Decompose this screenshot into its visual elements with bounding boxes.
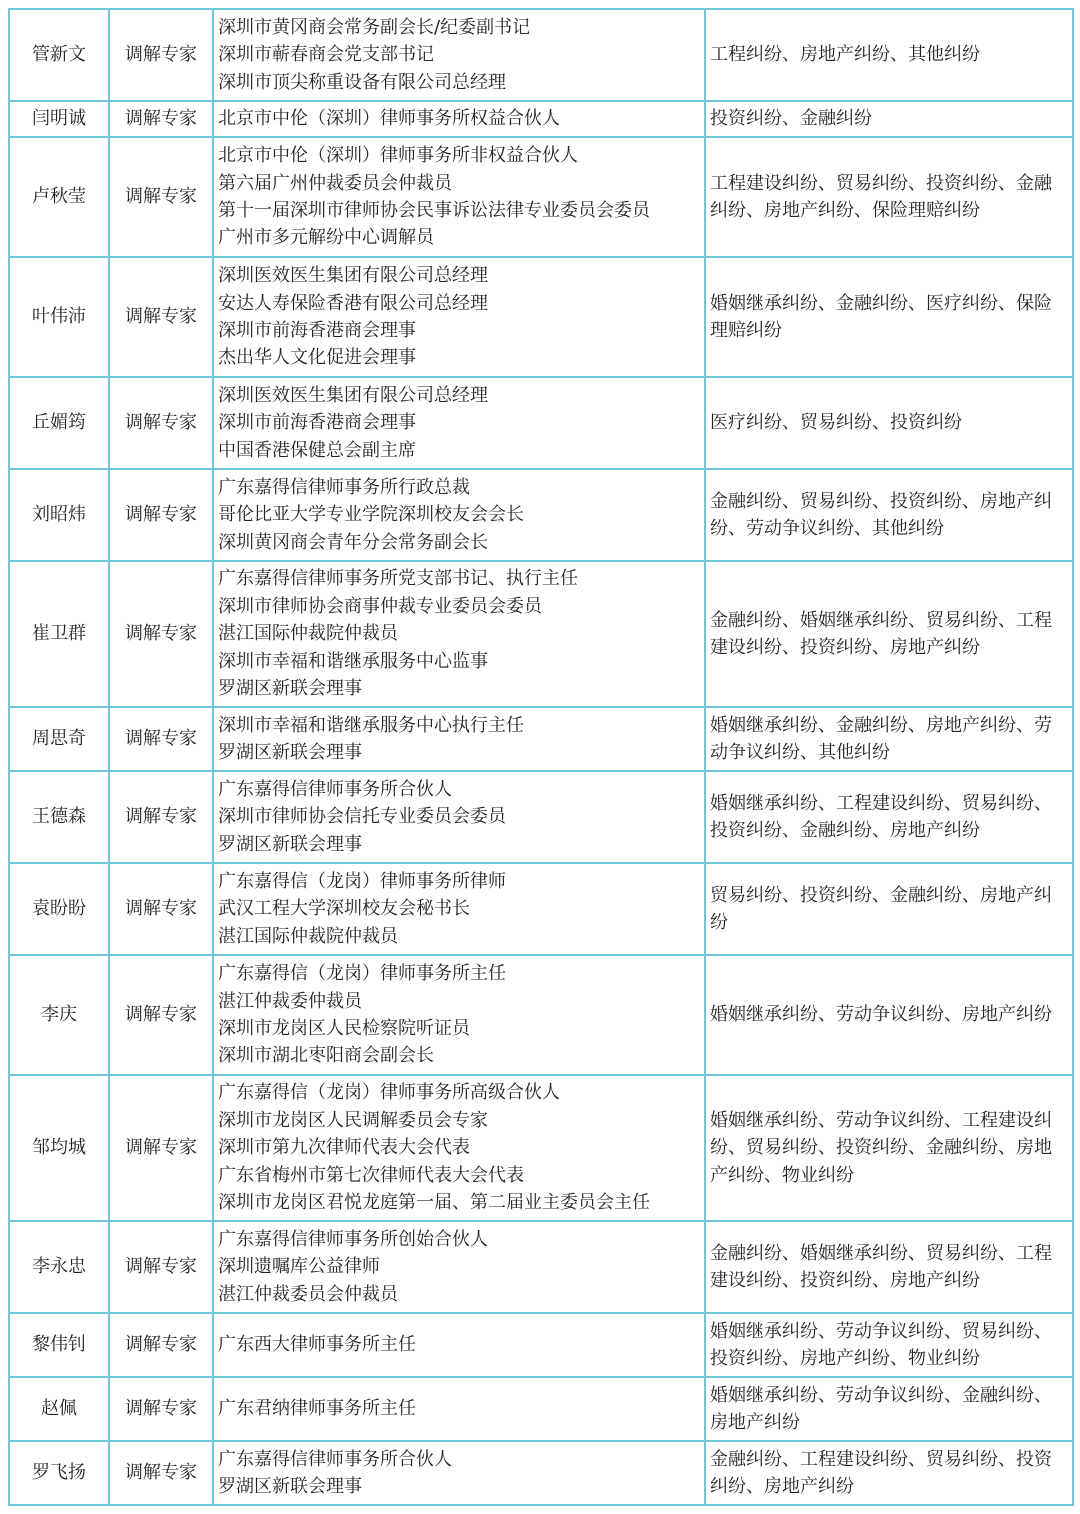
mediator-dispute-areas: 金融纠纷、工程建设纠纷、贸易纠纷、投资纠纷、房地产纠纷 — [705, 1441, 1073, 1505]
position-line: 安达人寿保险香港有限公司总经理 — [218, 292, 488, 314]
mediator-role: 调解专家 — [109, 257, 213, 377]
position-line: 广州市多元解纷中心调解员 — [218, 227, 434, 249]
mediator-positions — [213, 257, 705, 377]
table-row — [9, 955, 1073, 1075]
position-line: 深圳市幸福和谐继承服务中心监事 — [218, 650, 488, 672]
position-line: 深圳黄冈商会青年分会常务副会长 — [218, 531, 488, 553]
mediator-positions — [213, 9, 705, 101]
table-row — [9, 1377, 1073, 1441]
position-line: 中国香港保健总会副主席 — [218, 439, 416, 461]
mediator-positions — [213, 771, 705, 863]
mediator-name: 黎伟钊 — [9, 1313, 109, 1377]
position-line: 北京市中伦（深圳）律师事务所权益合伙人 — [218, 108, 560, 130]
table-row — [9, 137, 1073, 257]
mediator-role: 调解专家 — [109, 1221, 213, 1313]
position-line: 罗湖区新联会理事 — [218, 1476, 362, 1497]
mediator-name: 邹均城 — [9, 1075, 109, 1221]
mediator-role: 调解专家 — [109, 771, 213, 863]
table-row — [9, 1221, 1073, 1313]
table-row — [9, 257, 1073, 377]
position-line: 广东嘉得信（龙岗）律师事务所律师 — [218, 870, 506, 892]
mediator-name: 袁盼盼 — [9, 863, 109, 955]
mediator-role: 调解专家 — [109, 9, 213, 101]
mediator-positions — [213, 707, 705, 771]
mediator-role: 调解专家 — [109, 1377, 213, 1441]
position-line: 深圳市龙岗区人民调解委员会专家 — [218, 1109, 488, 1131]
mediator-dispute-areas: 医疗纠纷、贸易纠纷、投资纠纷 — [705, 377, 1073, 469]
mediator-positions — [213, 101, 705, 137]
mediator-dispute-areas: 婚姻继承纠纷、劳动争议纠纷、金融纠纷、房地产纠纷 — [705, 1377, 1073, 1441]
mediator-name: 叶伟沛 — [9, 257, 109, 377]
mediator-role: 调解专家 — [109, 707, 213, 771]
mediator-dispute-areas: 贸易纠纷、投资纠纷、金融纠纷、房地产纠纷 — [705, 863, 1073, 955]
position-line: 深圳市湖北枣阳商会副会长 — [218, 1045, 434, 1067]
table-row — [9, 9, 1073, 101]
position-line: 广东君纳律师事务所主任 — [218, 1398, 416, 1420]
mediator-positions — [213, 1313, 705, 1377]
mediator-dispute-areas: 金融纠纷、婚姻继承纠纷、贸易纠纷、工程建设纠纷、投资纠纷、房地产纠纷 — [705, 1221, 1073, 1313]
position-line: 广东嘉得信律师事务所党支部书记、执行主任 — [218, 568, 578, 590]
position-line: 深圳医效医生集团有限公司总经理 — [218, 265, 488, 287]
mediator-table-body — [9, 9, 1073, 1505]
mediator-role: 调解专家 — [109, 863, 213, 955]
position-line: 广东嘉得信律师事务所创始合伙人 — [218, 1228, 488, 1250]
mediator-name: 李永忠 — [9, 1221, 109, 1313]
mediator-name: 李庆 — [9, 955, 109, 1075]
mediator-dispute-areas: 婚姻继承纠纷、金融纠纷、房地产纠纷、劳动争议纠纷、其他纠纷 — [705, 707, 1073, 771]
mediator-role: 调解专家 — [109, 377, 213, 469]
mediator-role: 调解专家 — [109, 1075, 213, 1221]
position-line: 深圳市前海香港商会理事 — [218, 320, 416, 341]
mediator-table-container — [8, 8, 1072, 1506]
mediator-positions — [213, 1075, 705, 1221]
mediator-positions — [213, 1441, 705, 1505]
table-row — [9, 771, 1073, 863]
mediator-name: 赵佩 — [9, 1377, 109, 1441]
mediator-role: 调解专家 — [109, 101, 213, 137]
mediator-role: 调解专家 — [109, 1313, 213, 1377]
position-line: 深圳市黄冈商会常务副会长/纪委副书记 — [218, 16, 531, 38]
position-line: 罗湖区新联会理事 — [218, 678, 362, 700]
mediator-dispute-areas: 婚姻继承纠纷、劳动争议纠纷、贸易纠纷、投资纠纷、房地产纠纷、物业纠纷 — [705, 1313, 1073, 1377]
table-row — [9, 707, 1073, 771]
position-line: 深圳市龙岗区君悦龙庭第一届、第二届业主委员会主任 — [218, 1192, 650, 1214]
position-line: 深圳市顶尖称重设备有限公司总经理 — [218, 71, 506, 93]
mediator-dispute-areas: 婚姻继承纠纷、工程建设纠纷、贸易纠纷、投资纠纷、金融纠纷、房地产纠纷 — [705, 771, 1073, 863]
position-line: 深圳市蕲春商会党支部书记 — [218, 44, 434, 66]
position-line: 广东省梅州市第七次律师代表大会代表 — [218, 1164, 524, 1186]
mediator-name: 丘媚筠 — [9, 377, 109, 469]
position-line: 深圳市律师协会信托专业委员会委员 — [218, 806, 506, 828]
table-row — [9, 377, 1073, 469]
position-line: 罗湖区新联会理事 — [218, 833, 362, 855]
table-row — [9, 469, 1073, 561]
position-line: 深圳市律师协会商事仲裁专业委员会委员 — [218, 595, 542, 617]
table-row — [9, 561, 1073, 707]
mediator-name: 卢秋莹 — [9, 137, 109, 257]
mediator-name: 崔卫群 — [9, 561, 109, 707]
table-row — [9, 101, 1073, 137]
position-line: 第十一届深圳市律师协会民事诉讼法律专业委员会委员 — [218, 200, 650, 221]
mediator-dispute-areas: 婚姻继承纠纷、金融纠纷、医疗纠纷、保险理赔纠纷 — [705, 257, 1073, 377]
position-line: 湛江仲裁委仲裁员 — [218, 990, 362, 1012]
mediator-positions — [213, 863, 705, 955]
mediator-positions — [213, 561, 705, 707]
position-line: 深圳市幸福和谐继承服务中心执行主任 — [218, 714, 524, 736]
position-line: 深圳市第九次律师代表大会代表 — [218, 1137, 470, 1159]
mediator-dispute-areas: 工程纠纷、房地产纠纷、其他纠纷 — [705, 9, 1073, 101]
mediator-role: 调解专家 — [109, 469, 213, 561]
table-row — [9, 863, 1073, 955]
mediator-positions — [213, 469, 705, 561]
table-row — [9, 1313, 1073, 1377]
mediator-positions — [213, 955, 705, 1075]
position-line: 湛江国际仲裁院仲裁员 — [218, 925, 398, 947]
mediator-dispute-areas: 工程建设纠纷、贸易纠纷、投资纠纷、金融纠纷、房地产纠纷、保险理赔纠纷 — [705, 137, 1073, 257]
position-line: 罗湖区新联会理事 — [218, 742, 362, 763]
position-line: 湛江国际仲裁院仲裁员 — [218, 623, 398, 645]
mediator-name: 王德森 — [9, 771, 109, 863]
mediator-role: 调解专家 — [109, 561, 213, 707]
mediator-dispute-areas: 投资纠纷、金融纠纷 — [705, 101, 1073, 137]
mediator-name: 闫明诚 — [9, 101, 109, 137]
position-line: 广东嘉得信（龙岗）律师事务所高级合伙人 — [218, 1082, 560, 1104]
position-line: 深圳医效医生集团有限公司总经理 — [218, 384, 488, 406]
mediator-table — [8, 8, 1074, 1506]
mediator-positions — [213, 1221, 705, 1313]
position-line: 湛江仲裁委员会仲裁员 — [218, 1283, 398, 1305]
mediator-name: 罗飞扬 — [9, 1441, 109, 1505]
position-line: 广东嘉得信律师事务所合伙人 — [218, 1448, 452, 1470]
position-line: 广东嘉得信律师事务所合伙人 — [218, 778, 452, 800]
position-line: 哥伦比亚大学专业学院深圳校友会会长 — [218, 504, 524, 526]
position-line: 杰出华人文化促进会理事 — [218, 347, 416, 369]
position-line: 深圳市前海香港商会理事 — [218, 412, 416, 434]
position-line: 深圳市龙岗区人民检察院听证员 — [218, 1018, 470, 1039]
mediator-dispute-areas: 金融纠纷、婚姻继承纠纷、贸易纠纷、工程建设纠纷、投资纠纷、房地产纠纷 — [705, 561, 1073, 707]
table-row — [9, 1075, 1073, 1221]
position-line: 广东西大律师事务所主任 — [218, 1334, 416, 1356]
mediator-positions — [213, 1377, 705, 1441]
mediator-dispute-areas: 婚姻继承纠纷、劳动争议纠纷、房地产纠纷 — [705, 955, 1073, 1075]
position-line: 第六届广州仲裁委员会仲裁员 — [218, 172, 452, 194]
mediator-dispute-areas: 金融纠纷、贸易纠纷、投资纠纷、房地产纠纷、劳动争议纠纷、其他纠纷 — [705, 469, 1073, 561]
mediator-name: 刘昭炜 — [9, 469, 109, 561]
mediator-role: 调解专家 — [109, 955, 213, 1075]
mediator-name: 管新文 — [9, 9, 109, 101]
position-line: 广东嘉得信律师事务所行政总裁 — [218, 476, 470, 498]
mediator-role: 调解专家 — [109, 137, 213, 257]
position-line: 武汉工程大学深圳校友会秘书长 — [218, 898, 470, 920]
position-line: 北京市中伦（深圳）律师事务所非权益合伙人 — [218, 145, 578, 167]
table-row — [9, 1441, 1073, 1505]
mediator-positions — [213, 377, 705, 469]
position-line: 深圳遗嘱库公益律师 — [218, 1256, 380, 1278]
mediator-dispute-areas: 婚姻继承纠纷、劳动争议纠纷、工程建设纠纷、贸易纠纷、投资纠纷、金融纠纷、房地产纠纷、物业纠纷 — [705, 1075, 1073, 1221]
position-line: 广东嘉得信（龙岗）律师事务所主任 — [218, 963, 506, 985]
mediator-role: 调解专家 — [109, 1441, 213, 1505]
mediator-name: 周思奇 — [9, 707, 109, 771]
mediator-positions — [213, 137, 705, 257]
